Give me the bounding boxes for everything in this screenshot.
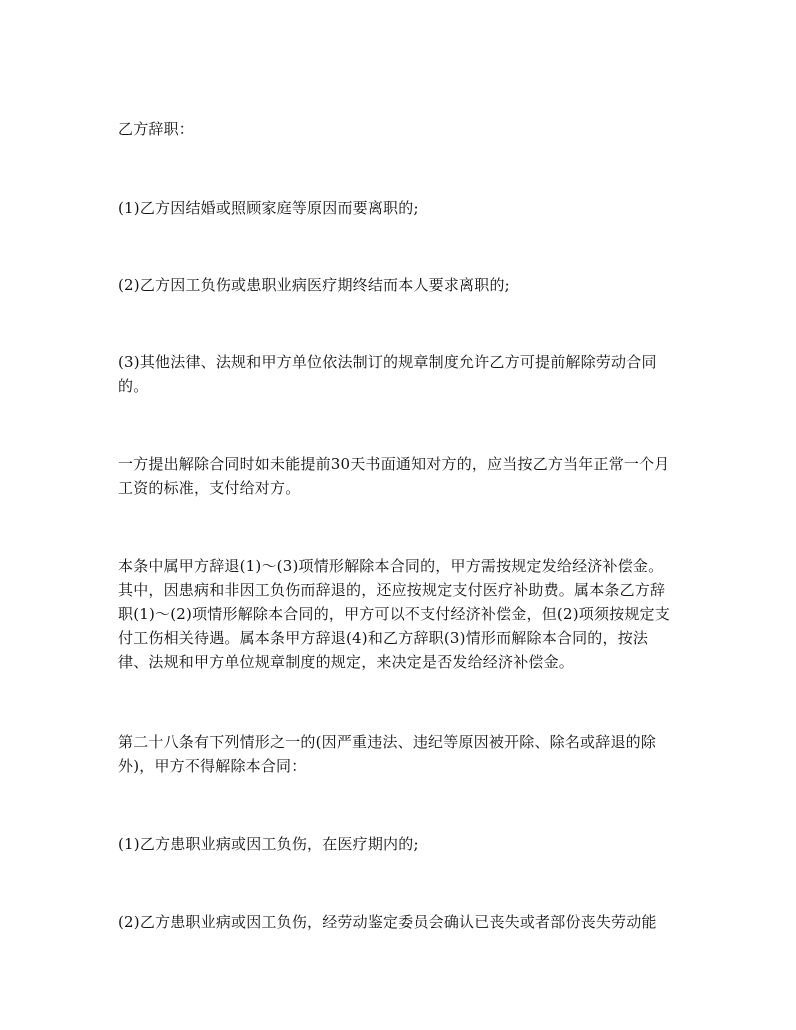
paragraph-item-2: (2)乙方因工负伤或患职业病医疗期终结而本人要求离职的; <box>118 276 510 294</box>
paragraph-compensation: 本条中属甲方辞退(1)～(3)项情形解除本合同的，甲方需按规定发给经济补偿金。其中，因患病和非因工负伤而辞退的，还应按规定支付医疗补助费。属本条乙方辞职(1)～(2)项情形解除本合同的，甲方可以不支付经济补偿金，但(2)项须按规定支付工伤相关待遇。属本条甲方辞退(4)和乙方辞职(3)情形而解除本合同的，按法律、法规和甲方单位规章制度的规定，来决定是否发给经济补偿金。 <box>118 557 670 671</box>
paragraph-notice-period: 一方提出解除合同时如未能提前30天书面通知对方的，应当按乙方当年正常一个月工资的标准，支付给对方。 <box>118 455 670 497</box>
paragraph-article-28-item-2: (2)乙方患职业病或因工负伤，经劳动鉴定委员会确认已丧失或者部份丧失劳动能 <box>118 913 657 931</box>
paragraph-item-1: (1)乙方因结婚或照顾家庭等原因而要离职的; <box>118 199 419 217</box>
paragraph-article-28: 第二十八条有下列情形之一的(因严重违法、违纪等原因被开除、除名或辞退的除外)，甲方不得解除本合同： <box>118 733 657 775</box>
paragraph-item-3: (3)其他法律、法规和甲方单位依法制订的规章制度允许乙方可提前解除劳动合同的。 <box>118 353 657 395</box>
paragraph-article-28-item-1: (1)乙方患职业病或因工负伤，在医疗期内的; <box>118 835 419 853</box>
paragraph-resignation-heading: 乙方辞职： <box>118 120 195 138</box>
